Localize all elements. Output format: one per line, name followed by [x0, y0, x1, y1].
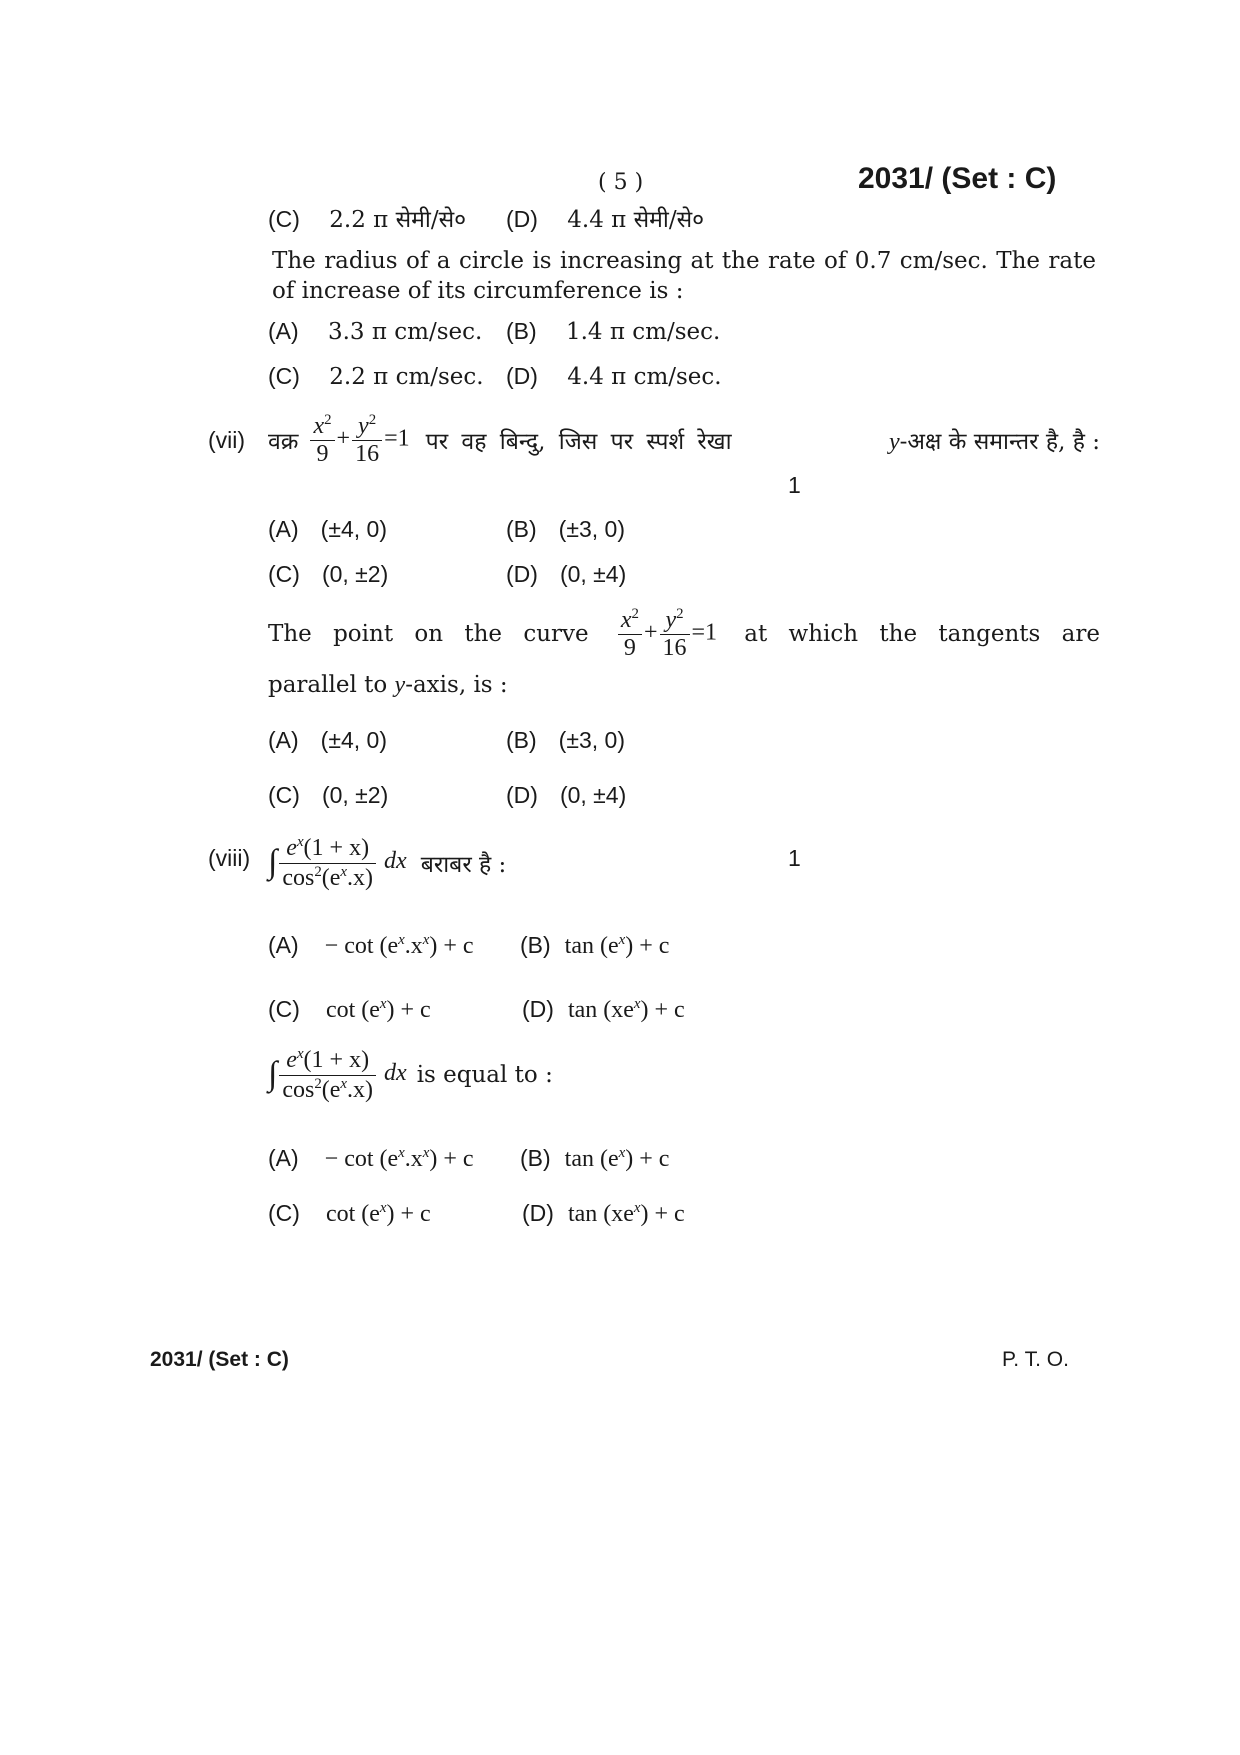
q6-english-option-a — [268, 318, 482, 345]
q6-english-option-d — [506, 363, 722, 390]
q7-english-option-d: (D) (0, ±4) — [506, 782, 627, 808]
q7-english-line2: parallel to y-axis, is : — [268, 672, 508, 698]
q6-english-text: The radius of a circle is increasing at the rate of 0.7 cm/sec. The rate of increase of its circumference is : — [272, 248, 1096, 304]
q6-english-option-b — [506, 318, 720, 345]
q7-hindi-suffix: पर वह बिन्दु, जिस पर स्पर्श रेखा — [425, 429, 732, 455]
option-text: 3.3 π cm/sec. — [327, 319, 483, 345]
q7-hindi-option-b: (B) (±3, 0) — [506, 516, 625, 542]
option-text: 4.4 π cm/sec. — [567, 364, 722, 390]
q7-hindi-prefix: वक्र — [268, 429, 299, 455]
q7-english-option-a: (A) (±4, 0) — [268, 727, 387, 753]
option-label: (D) — [506, 363, 538, 389]
option-text: 1.4 π cm/sec. — [565, 319, 721, 345]
q7-hindi-line — [268, 408, 1100, 472]
q8-hindi-option-d: (D) $\tan (xe^x) + c$ — [522, 996, 685, 1023]
q7-hindi-option-c: (C) (0, ±2) — [268, 561, 389, 587]
q8-hindi-line — [268, 828, 506, 898]
option-label: (A) — [268, 318, 299, 344]
q8-number: (viii) — [208, 845, 251, 871]
ellipse-equation-en: $\frac{x^2}{9}$ + $\frac{y^2}{16}$ =1 — [616, 607, 717, 661]
q6-hindi-option-d — [506, 202, 704, 234]
q7-number: (vii) — [208, 427, 246, 453]
q7-english-prefix: The point on the curve — [268, 621, 589, 647]
q7-english-option-b: (B) (±3, 0) — [506, 727, 625, 753]
option-text: 2.2 π cm/sec. — [329, 364, 484, 390]
q7-marks: 1 — [788, 472, 801, 498]
q6-english-option-c — [268, 363, 484, 390]
q8-hindi-option-b: (B) $\tan (e^x) + c$ — [520, 932, 670, 959]
q8-hindi-suffix: बराबर है : — [420, 852, 507, 878]
footer-pto: P. T. O. — [1002, 1348, 1069, 1371]
integral-expression: ∫ $\frac{e^x(1 + x)}{\cos^2(e^x.x)}$ dx — [268, 834, 407, 891]
set-code-header: 2031/ (Set : C) — [858, 162, 1057, 195]
q8-english-option-c: (C) $\cot (e^x) + c$ — [268, 1200, 431, 1227]
q7-english-line1 — [268, 600, 1100, 668]
q8-english-suffix: is equal to : — [416, 1062, 553, 1088]
q7-hindi-option-d: (D) (0, ±4) — [506, 561, 627, 587]
q7-english-option-c: (C) (0, ±2) — [268, 782, 389, 808]
q6-hindi-option-c — [268, 202, 466, 234]
q8-hindi-option-c: (C) $\cot (e^x) + c$ — [268, 996, 431, 1023]
option-label: (D) — [506, 206, 538, 232]
q8-english-option-b: (B) $\tan (e^x) + c$ — [520, 1145, 670, 1172]
q8-english-option-a: $(A) - \cot (e^x.x^x) + c$ — [268, 1145, 474, 1172]
option-text: 2.2 π सेमी/से० — [329, 207, 467, 233]
q8-english-line — [268, 1040, 553, 1110]
option-label: (C) — [268, 206, 300, 232]
q8-marks: 1 — [788, 845, 801, 871]
q7-hindi-option-a: (A) (±4, 0) — [268, 516, 387, 542]
q8-hindi-option-a: $(A) - \cot (e^x.x^x) + c$ — [268, 932, 474, 959]
q7-hindi-end-wrap: y-अक्ष के समान्तर है, है : — [888, 429, 1100, 455]
q7-english-suffix: at which the tangents are — [744, 621, 1100, 647]
footer-set-code: 2031/ (Set : C) — [150, 1348, 289, 1371]
integral-expression-en: ∫ $\frac{e^x(1 + x)}{\cos^2(e^x.x)}$ dx — [268, 1046, 407, 1103]
page-number: ( 5 ) — [598, 170, 644, 195]
option-label: (C) — [268, 363, 300, 389]
ellipse-equation: $\frac{x^2}{9}$ + $\frac{y^2}{16}$ =1 — [308, 413, 409, 467]
option-text: 4.4 π सेमी/से० — [567, 207, 705, 233]
q8-english-option-d: (D) $\tan (xe^x) + c$ — [522, 1200, 685, 1227]
option-label: (B) — [506, 318, 537, 344]
